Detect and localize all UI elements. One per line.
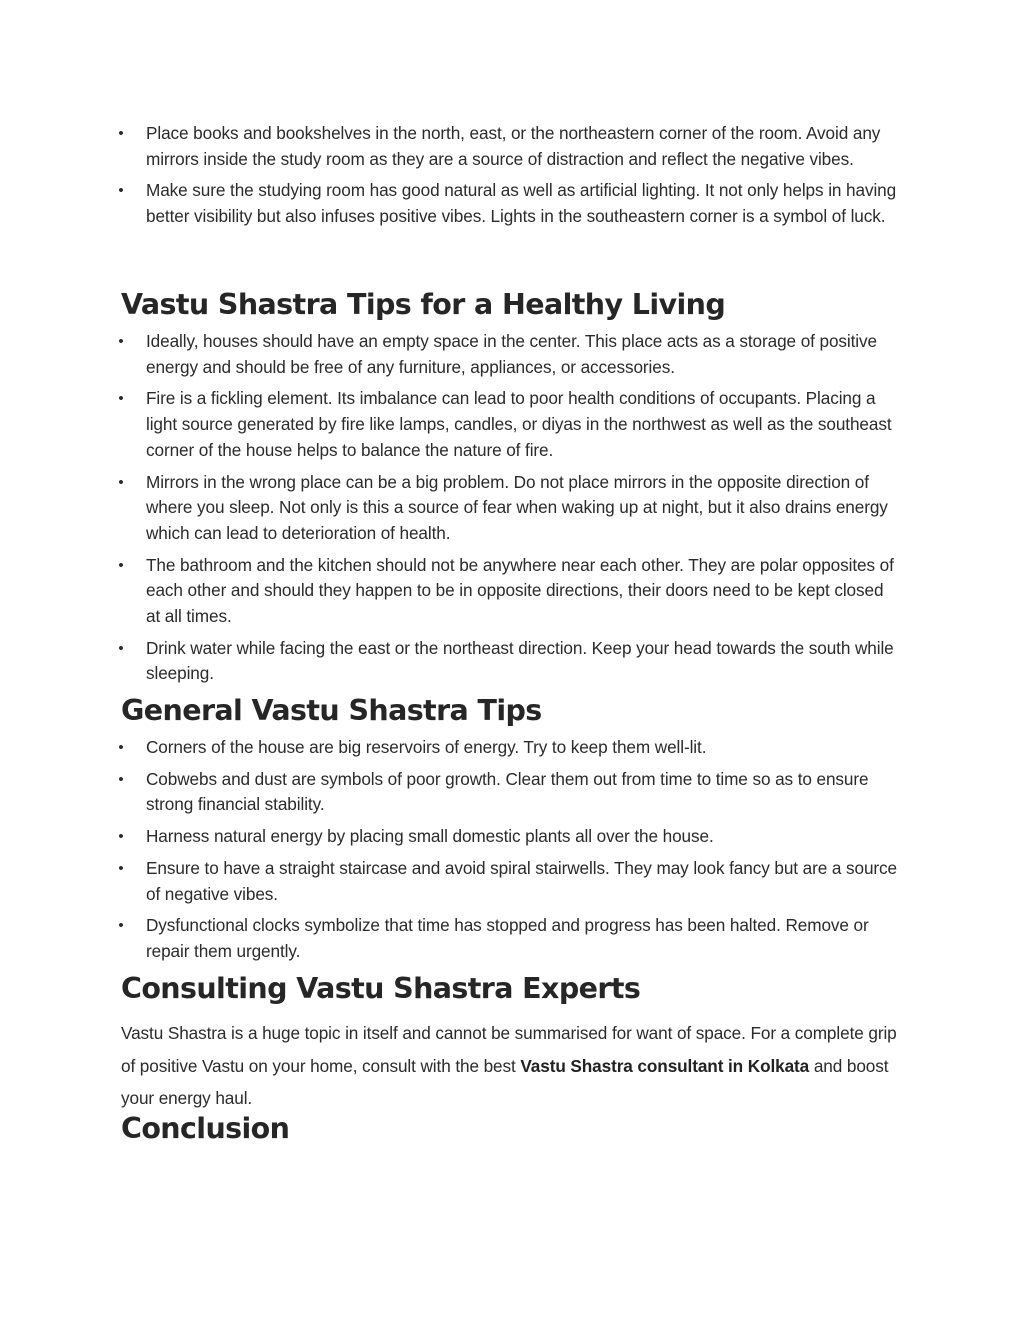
heading-consulting-experts: Consulting Vastu Shastra Experts: [121, 972, 641, 1005]
heading-general-tips: General Vastu Shastra Tips: [121, 694, 542, 727]
bullet-icon: •: [118, 182, 124, 200]
list-item-text: Ideally, houses should have an empty space in the center. This place acts as a storage of positive energy and should be free of any furniture, appliances, or accessories.: [146, 331, 877, 377]
list-item: [0, 913, 902, 964]
list-item-text: The bathroom and the kitchen should not be anywhere near each other. They are polar opposites of each other and should they happen to be in opposite directions, their doors need to be kept closed at all times.: [146, 554, 894, 627]
list-item-text: Dysfunctional clocks symbolize that time has stopped and progress has been halted. Remove or repair them urgently.: [146, 915, 869, 961]
bullet-icon: •: [118, 917, 124, 935]
list-item-text: Mirrors in the wrong place can be a big problem. Do not place mirrors in the opposite direction of where you sleep. Not only is this a source of fear when waking up at night, but it also drains energy which can lead to deterioration of health.: [146, 471, 888, 543]
list-item-text: Fire is a fickling element. Its imbalance can lead to poor health conditions of occupants. Placing a light source generated by fire like lamps, candles, or diyas in the northwest as well as the southeast corner of the house helps to balance the nature of fire.: [146, 388, 892, 460]
list-item: [0, 470, 902, 547]
list-item-text: Ensure to have a straight staircase and avoid spiral stairwells. They may look fancy but are a source of negative vibes.: [146, 857, 897, 904]
heading-healthy-living: Vastu Shastra Tips for a Healthy Living: [121, 288, 726, 321]
bullet-icon: •: [118, 125, 124, 142]
list-item: [0, 553, 902, 630]
list-item: [0, 386, 902, 463]
bullet-icon: •: [118, 556, 124, 574]
study-room-tips-list: [0, 121, 1024, 230]
list-item: [0, 856, 902, 907]
bullet-icon: •: [118, 739, 124, 756]
bullet-icon: •: [118, 473, 124, 491]
healthy-living-tips-list: [0, 329, 1024, 687]
bullet-icon: •: [118, 390, 124, 408]
bullet-icon: •: [118, 828, 124, 846]
bullet-icon: •: [118, 859, 124, 877]
consulting-text-before: Vastu Shastra is a huge topic in itself and cannot be summarised for want of space. For a complete grip of positive Vastu on your home, consult with the best: [121, 1023, 897, 1076]
list-item-text: Cobwebs and dust are symbols of poor growth. Clear them out from time to time so as to ensure strong financial stability.: [146, 768, 869, 815]
list-item: [0, 767, 902, 818]
list-item: [0, 636, 902, 687]
list-item: [0, 824, 902, 850]
list-item-text: Make sure the studying room has good natural as well as artificial lighting. It not only helps in having better visibility but also infuses positive vibes. Lights in the southeastern corner is a symbol of luck.: [146, 180, 897, 227]
list-item: [0, 735, 902, 761]
list-item-text: Drink water while facing the east or the northeast direction. Keep your head towards the south while sleeping.: [146, 637, 894, 684]
list-item: [0, 329, 902, 380]
bullet-icon: •: [118, 639, 124, 657]
list-item: [0, 178, 902, 229]
general-tips-list: [0, 735, 1024, 965]
consultant-link[interactable]: Vastu Shastra consultant in Kolkata: [520, 1055, 810, 1076]
list-item-text: Corners of the house are big reservoirs of energy. Try to keep them well-lit.: [146, 737, 707, 757]
bullet-icon: •: [118, 770, 124, 788]
list-item: [0, 121, 902, 172]
consulting-paragraph: [121, 1017, 901, 1115]
list-item-text: Place books and bookshelves in the north, east, or the northeastern corner of the room. Avoid any mirrors inside the study room as they are a source of distraction and reflect the negative vibes.: [146, 123, 881, 169]
consulting-text-after: and boost your energy haul.: [121, 1055, 889, 1108]
bullet-icon: •: [118, 333, 124, 350]
heading-conclusion: Conclusion: [121, 1112, 290, 1145]
list-item-text: Harness natural energy by placing small domestic plants all over the house.: [146, 826, 714, 847]
